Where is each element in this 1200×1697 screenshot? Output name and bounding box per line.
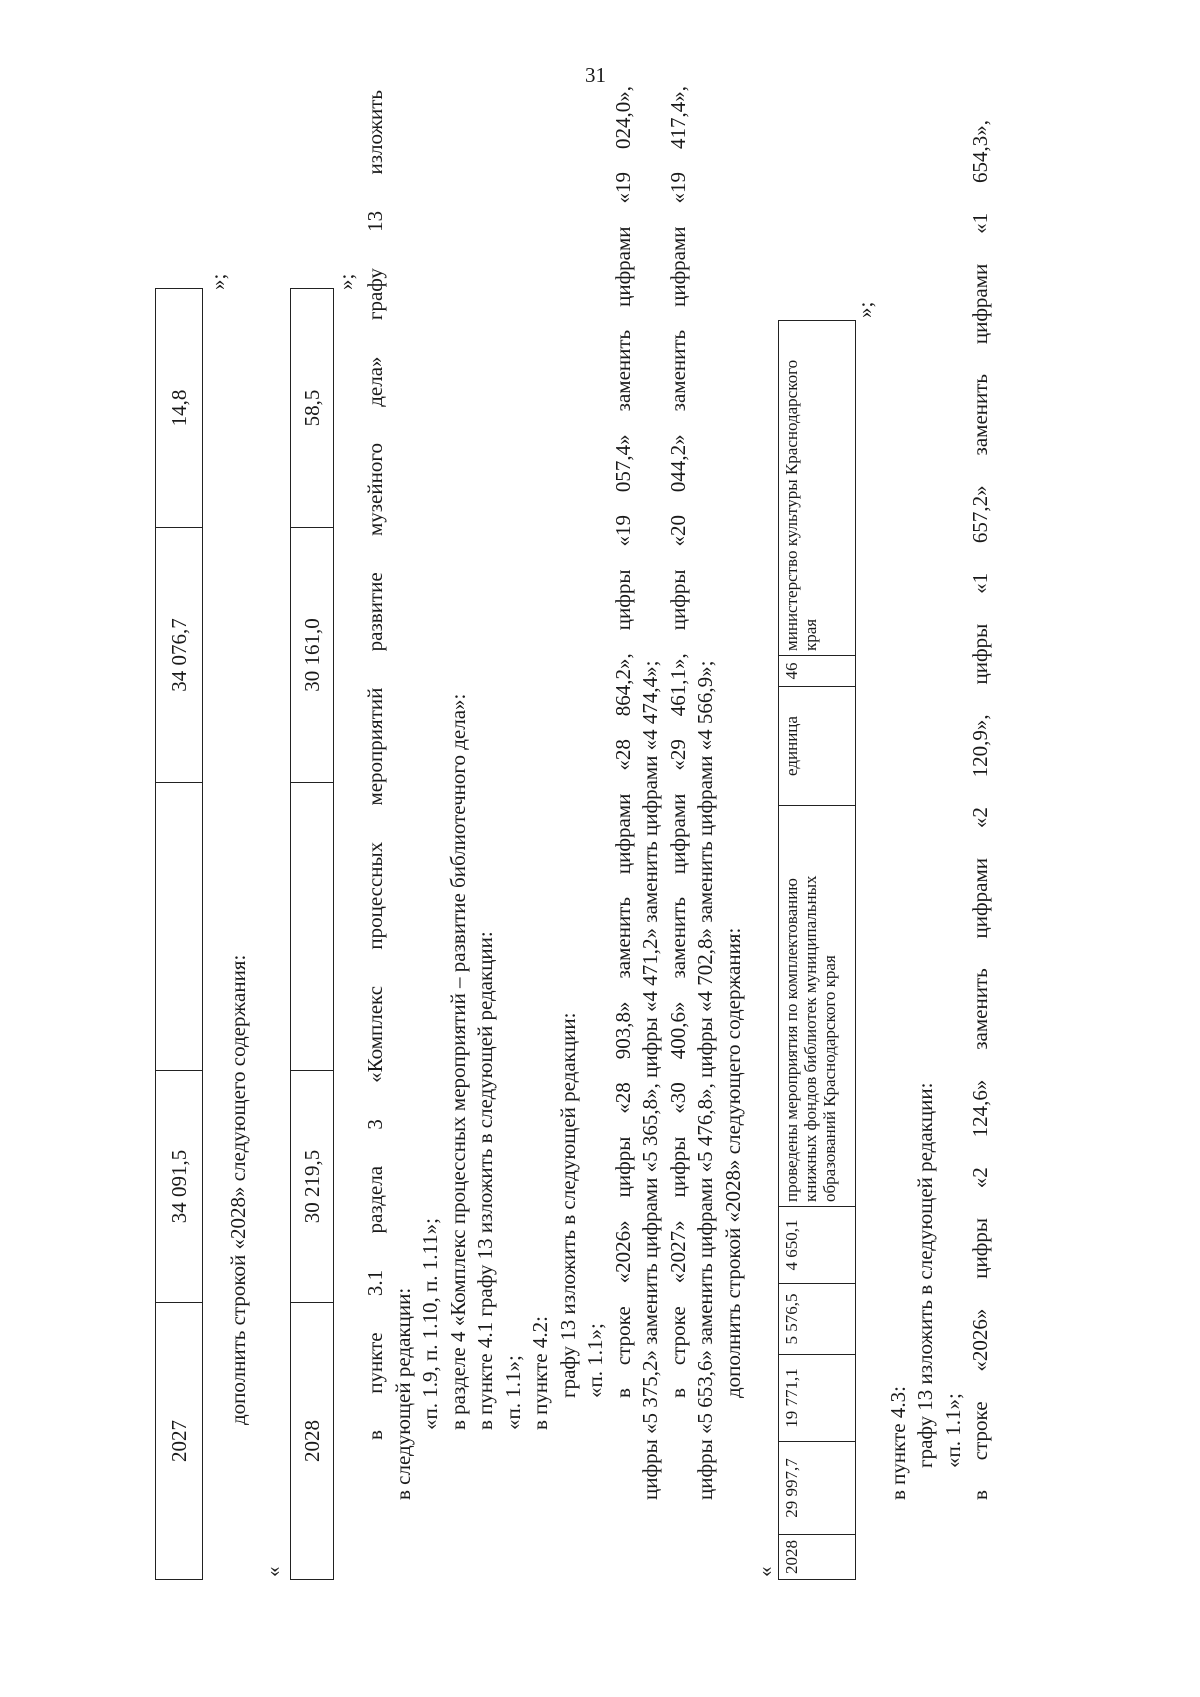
closing-quote: »; (853, 301, 877, 318)
table-cell-value: 19 771,1 (779, 1355, 856, 1442)
table-cell: 2028 (291, 1303, 334, 1580)
opening-quote: « (753, 1566, 777, 1577)
rotated-page-content (150, 86, 1080, 1580)
table-cell-value: 5 576,5 (779, 1284, 856, 1355)
text-line: в пункте 4.2: (528, 1316, 552, 1430)
table-cell: 30 219,5 (291, 1071, 334, 1303)
table-cell-year: 2028 (779, 1535, 856, 1580)
table-cell: 58,5 (291, 289, 334, 528)
table-row-2027 (155, 288, 203, 1580)
table-cell: 2027 (156, 1303, 203, 1580)
paragraph-line: в строке «2027» цифры «30 400,6» заменить цифрами «29 461,1», цифры «20 044,2» заменить цифрами «19 417,4», (666, 86, 690, 1398)
table-cell: 14,8 (156, 289, 203, 528)
table-cell: 34 076,7 (156, 528, 203, 783)
page-number: 31 (585, 63, 606, 87)
closing-quote: »; (334, 273, 358, 290)
table-cell-value: 4 650,1 (779, 1207, 856, 1284)
paragraph-line: цифры «5 653,6» заменить цифрами «5 476,8», цифры «4 702,8» заменить цифрами «4 566,9»; (693, 660, 717, 1500)
table-cell (291, 783, 334, 1071)
paragraph-line: в пункте 3.1 раздела 3 «Комплекс процессных мероприятий развитие музейного дела» графу 13 изложить (363, 90, 387, 1440)
table-cell: 34 091,5 (156, 1071, 203, 1303)
text-line: в пункте 4.3: (886, 1386, 910, 1500)
table-cell-total: 29 997,7 (779, 1442, 856, 1535)
text-line: «п. 1.9, п. 1.10, п. 1.11»; (418, 1217, 442, 1430)
closing-quote: »; (206, 273, 230, 290)
table-cell (156, 783, 203, 1071)
table-row-2028 (290, 288, 334, 1580)
text-line: в пункте 4.1 графу 13 изложить в следующей редакции: (473, 931, 497, 1430)
table-cell-unit: единица (779, 687, 856, 806)
table-cell-amount: 46 (779, 656, 856, 687)
table-cell-description: проведены мероприятия по комплектованию книжных фондов библиотек муниципальных образований Краснодарского края (779, 806, 856, 1207)
text-line: дополнить строкой «2028» следующего содержания: (721, 927, 745, 1398)
text-line: «п. 1.1»; (583, 1323, 607, 1398)
text-line: «п. 1.1»; (501, 1355, 525, 1430)
text-line: графу 13 изложить в следующей редакции: (556, 1012, 580, 1398)
text-line: дополнить строкой «2028» следующего содержания: (226, 954, 250, 1425)
table-cell: 30 161,0 (291, 528, 334, 783)
text-line: «п. 1.1»; (941, 1393, 965, 1468)
paragraph-line: в следующей редакции: (391, 1287, 415, 1500)
table-cell-responsible: министерство культуры Краснодарского края (779, 321, 856, 656)
table-new-2028-row (778, 320, 856, 1580)
paragraph-line: в строке «2026» цифры «2 124,6» заменить цифрами «2 120,9», цифры «1 657,2» заменить цифрами «1 654,3», (968, 120, 992, 1500)
paragraph-line: цифры «5 375,2» заменить цифрами «5 365,8», цифры «4 471,2» заменить цифрами «4 474,4»; (638, 660, 662, 1500)
paragraph-line: в строке «2026» цифры «28 903,8» заменить цифрами «28 864,2», цифры «19 057,4» заменить цифрами «19 024,0», (611, 86, 635, 1398)
text-line: графу 13 изложить в следующей редакции: (913, 1082, 937, 1468)
opening-quote: « (261, 1566, 285, 1577)
text-line: в разделе 4 «Комплекс процессных мероприятий – развитие библиотечного дела»: (446, 693, 470, 1430)
